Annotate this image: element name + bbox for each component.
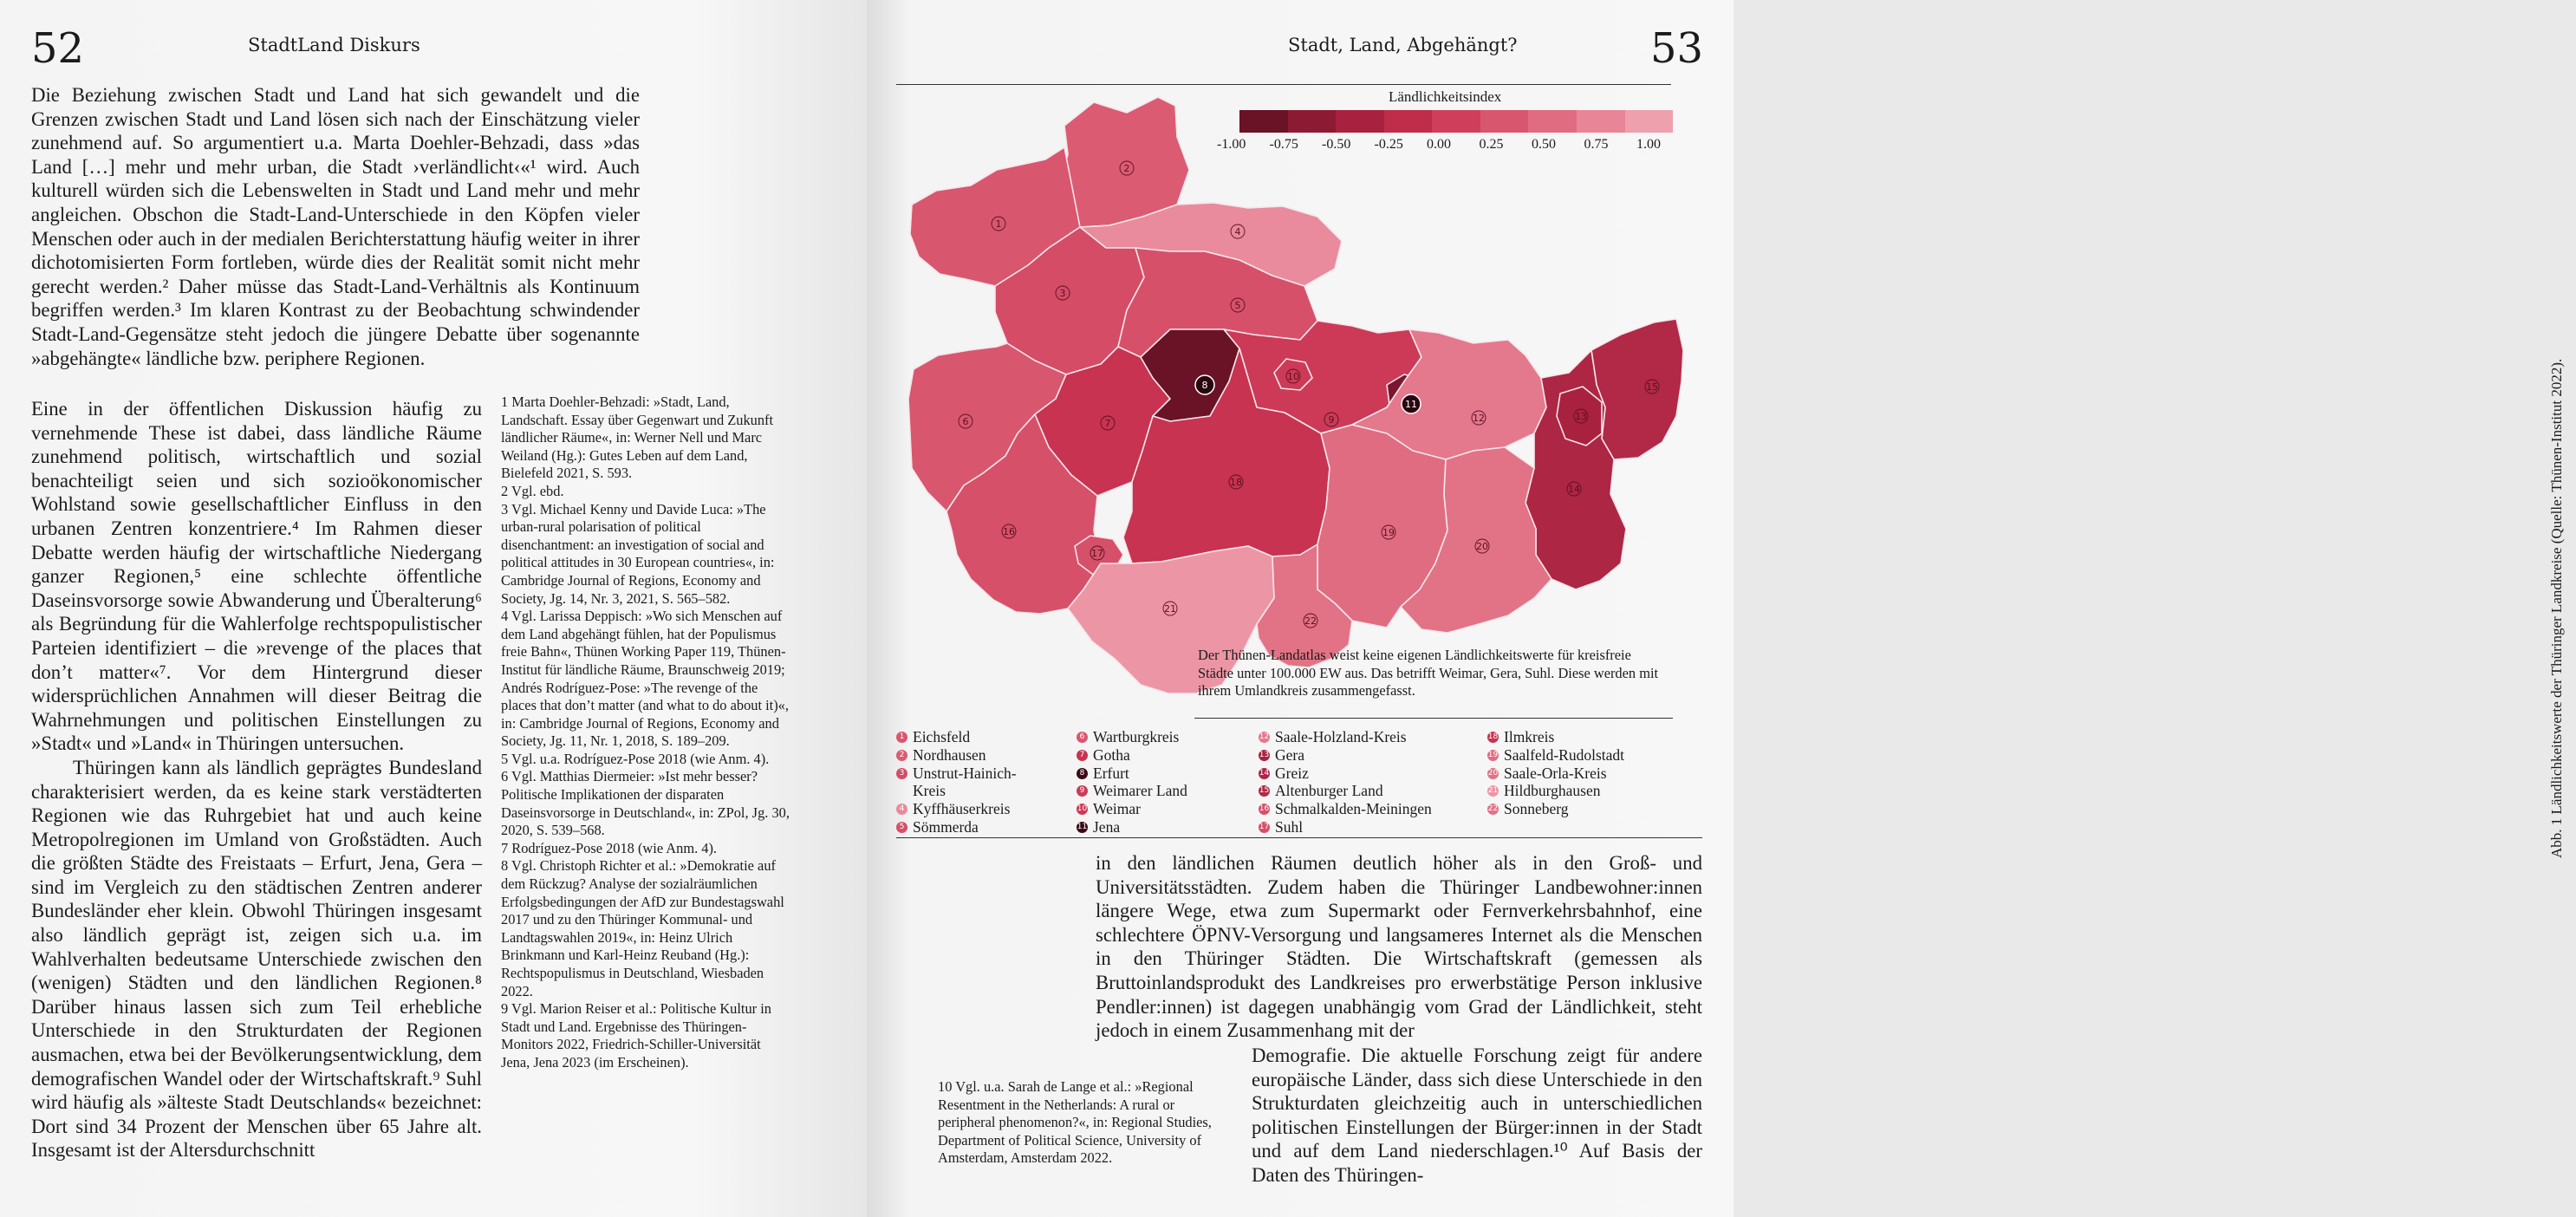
- key-dot-10: 10: [1077, 804, 1088, 814]
- key-dot-7: 7: [1077, 750, 1088, 761]
- region-marker-number-4: 4: [1234, 226, 1241, 238]
- scale-label-0: -1.00: [1217, 137, 1246, 152]
- running-head-left: StadtLand Diskurs: [248, 35, 420, 55]
- key-dot-4: 4: [896, 804, 907, 815]
- region-marker-number-19: 19: [1382, 527, 1395, 538]
- region-marker-number-20: 20: [1476, 541, 1488, 552]
- key-dot-9: 9: [1077, 785, 1088, 797]
- key-dot-6: 6: [1077, 732, 1088, 743]
- scale-label-4: 0.00: [1427, 137, 1451, 152]
- key-item-22: 22 Sonneberg: [1487, 800, 1569, 818]
- region-marker-8: [1195, 375, 1214, 394]
- footnote-10: 10 Vgl. u.a. Sarah de Lange et al.: »Regional Resentment in the Netherlands: A rural or peripheral phenomenon?«, in: Regional Studies, Department of Political Science, University of Amsterdam, Amsterdam 2022.: [938, 1078, 1212, 1167]
- region-marker-10: [1286, 369, 1300, 383]
- key-item-15: 15 Altenburger Land: [1259, 782, 1383, 800]
- region-15-altenburger-land: [1591, 319, 1683, 459]
- map-note-rule: [1194, 718, 1673, 719]
- key-item-9: 9 Weimarer Land: [1077, 782, 1250, 800]
- body-paragraph-1-cont: Eine in der öffentlichen Diskussion häufig zu vernehmende These ist dabei, dass ländliche Räume zunehmend politisch, wirtschaftlich und sozial benachteiligt seien und sich sozioökonomischer Wohlstand sowie gesellschaftlicher Einfluss in den urbanen Zentren konzentriere.⁴ Im Rahmen dieser Debatte werden häufig der wirtschaftliche Niedergang ganzer Regionen,⁵ eine schlechte öffentliche Daseinsvorsorge sowie Abwanderung und Überalterung⁶ als Begründung für die Wahlerfolge rechtspopulistischer Parteien identifiziert – die »revenge of the places that don’t matter«⁷. Vor dem Hintergrund dieser widersprüchlichen Annahmen will dieser Beitrag die Wahrnehmungen und politischen Einstellungen zu »Stadt« und »Land« in Thüringen untersuchen.: [31, 398, 482, 755]
- region-marker-19: [1382, 525, 1395, 539]
- region-marker-number-2: 2: [1123, 163, 1130, 174]
- region-marker-number-8: 8: [1201, 380, 1208, 391]
- body-paragraph-3-cont: Demografie. Die aktuelle Forschung zeigt für andere europäische Länder, dass sich diese Unterschiede in den Strukturdaten gleichzeitig auch in unterschiedlichen politischen Einstellungen der Bürger:innen in der Stadt und auf dem Land niederschlagen.¹⁰ Auf Basis der Daten des Thüringen-: [1252, 1045, 1702, 1186]
- region-marker-21: [1163, 602, 1177, 615]
- key-item-7: 7 Gotha: [1077, 746, 1250, 765]
- key-item-11: 11 Jena: [1077, 817, 1121, 836]
- scale-label-8: 1.00: [1636, 137, 1661, 152]
- key-item-17: 17 Suhl: [1259, 817, 1304, 836]
- key-dot-11: 11: [1077, 822, 1088, 831]
- key-dot-17: 17: [1259, 822, 1270, 831]
- page-number-left: 52: [31, 24, 85, 73]
- region-marker-17: [1090, 546, 1104, 560]
- key-item-1: 1 Eichsfeld: [896, 728, 1070, 746]
- region-marker-15: [1645, 380, 1659, 394]
- map-note: Der Thünen-Landatlas weist keine eigenen Ländlichkeitswerte für kreisfreie Städte unter 100.000 EW aus. Das betrifft Weimar, Gera, Suhl. Diese werden mit ihrem Umlandkreis zusammengefasst.: [1198, 647, 1659, 699]
- key-dot-8: 8: [1077, 768, 1088, 779]
- region-marker-20: [1475, 539, 1489, 553]
- footnote-7: 7 Rodríguez-Pose 2018 (wie Anm. 4).: [501, 839, 718, 856]
- key-item-5: 5 Sömmerda: [896, 818, 1070, 836]
- region-marker-number-11: 11: [1405, 399, 1417, 410]
- region-marker-18: [1229, 475, 1243, 489]
- key-column-2: [1077, 728, 1250, 836]
- legend-title: Ländlichkeitsindex: [1389, 88, 1502, 105]
- region-marker-14: [1567, 482, 1581, 496]
- region-marker-16: [1002, 524, 1016, 538]
- region-marker-number-12: 12: [1473, 413, 1485, 424]
- key-dot-12: 12: [1259, 732, 1270, 741]
- key-dot-14: 14: [1259, 768, 1270, 778]
- page-number-right: 53: [1650, 24, 1704, 73]
- region-marker-number-5: 5: [1234, 300, 1241, 311]
- region-marker-number-16: 16: [1003, 526, 1015, 537]
- body-text-column: [31, 397, 482, 1162]
- region-marker-number-14: 14: [1568, 484, 1580, 495]
- region-marker-number-13: 13: [1575, 411, 1587, 422]
- body-paragraph-1: Die Beziehung zwischen Stadt und Land hat sich gewandelt und die Grenzen zwischen Stadt und Land lösen sich nach der Einschätzung vieler zunehmend auf. So argumentiert u.a. Marta Doehler-Behzadi, dass »das Land […] mehr und mehr urban, die Stadt ›verländlicht‹«¹ wird. Auch kulturell würden sich die Lebenswelten in Stadt und Land mehr und mehr angleichen. Obschon die Stadt-Land-Unterschiede in den Köpfen vieler Menschen oder auch in der medialen Berichterstattung häufig weiter in ihrer dichotomisierten Form fortleben, würde dies der Realität somit nicht mehr gerecht werden.² Daher müsse das Stadt-Land-Verhältnis als Kontinuum begriffen werden.³ Im klaren Kontrast zu der Beobachtung schwindender Stadt-Land-Gegensätze steht jedoch die jüngere Debatte über sogenannte »abgehängte« ländliche bzw. periphere Regionen.: [31, 84, 640, 369]
- body-text-top: [31, 83, 640, 370]
- body-paragraph-3: in den ländlichen Räumen deutlich höher als in den Groß- und Universitätsstädten. Zudem haben die Thüringer Landbewohner:innen längere Wege, etwa zum Supermarkt oder Fernverkehrsbahnhof, eine schlechtere ÖPNV-Versorgung und langsameres Internet als die Menschen in den Thüringer Städten. Die Wirtschaftskraft (gemessen als Bruttoinlandsprodukt des Landkreises pro erwerbstätige Person inklusive Pendler:innen) ist dagegen unabhängig vom Grad der Ländlichkeit, steht jedoch in einem Zusammenhang mit der: [1096, 852, 1702, 1042]
- footnote-2: 2 Vgl. ebd.: [501, 482, 564, 499]
- region-marker-number-10: 10: [1287, 371, 1299, 382]
- region-marker-number-18: 18: [1230, 477, 1242, 488]
- scale-label-7: 0.75: [1584, 137, 1609, 152]
- key-dot-1: 1: [896, 732, 907, 743]
- region-marker-13: [1574, 409, 1588, 423]
- body-text-right-top: [1096, 851, 1702, 1043]
- right-page: Stadt, Land, Abgehängt? 53 Ländlichkeitsindex -1.00 -0.75 -0.50 -0.25 0.00 0.25 0.50 0.75 1.00 1 2 3 4 5 6 7 8 9 10 11 12 13 14 15 16 17 18 19 20 21 22 Der Thünen-Landatlas weist keine eigenen Ländlichkeitswerte für kreisfreie Städte unter 100.000 EW aus. Das betrifft Weimar, Gera, Suhl. Diese werden mit ihrem Umlandkreis zusammengefasst. 1 Eichsfeld 2 Nordhausen 3 Unstrut-Hainich- Kreis 4 Kyffhäuserkreis 5 Sömmerda 6 Wartburgkreis 7 Gotha 8 Erfurt 9 Weimarer Land 10 Weimar 11 Jena 12 Saale-Holzland-Kreis 13 Gera 14 Greiz 15 Altenburger Land 16 Schmalkalden-Meiningen 17 Suhl 18 Ilmkreis 19 Saalfeld-Rudolstadt 20 Saale-Orla-Kreis 21 Hildburghausen 22 Sonneberg Abb. 1 Ländlichkeitswerte der Thüringer Landkreise (Quelle: Thünen-Institut 2022). in den ländlichen Räumen deutlich höher als in den Groß- und Universitätsstädten. Zudem haben die Thüringer Landbewohner:innen längere Wege, etwa zum Supermarkt oder Fernverkehrsbahnhof, eine schlechtere ÖPNV-Versorgung und langsameres Internet als die Menschen in den Thüringer Städten. Die Wirtschaftskraft (gemessen als Bruttoinlandsprodukt des Landkreises pro erwerbstätige Person inklusive Pendler:innen) ist dagegen unabhängig vom Grad der Ländlichkeit, steht jedoch in einem Zusammenhang mit der Demografie. Die aktuelle Forschung zeigt für andere europäische Länder, dass sich diese Unterschiede in den Strukturdaten gleichzeitig auch in unterschiedlichen politischen Einstellungen der Bürger:innen in der Stadt und auf dem Land niederschlagen.¹⁰ Auf Basis der Daten des Thüringen- 10 Vgl. u.a. Sarah de Lange et al.: »Regional Resentment in the Netherlands: A rural or peripheral phenomenon?«, in: Regional Studies, Department of Political Science, University of Amsterdam, Amsterdam 2022.: [867, 0, 1734, 1217]
- key-item-21: 21 Hildburghausen: [1487, 782, 1601, 800]
- scale-label-3: -0.25: [1374, 137, 1403, 152]
- key-dot-22: 22: [1487, 804, 1499, 814]
- key-item-20: 20 Saale-Orla-Kreis: [1487, 764, 1607, 782]
- key-item-12: 12 Saale-Holzland-Kreis: [1259, 728, 1407, 745]
- scale-label-2: -0.50: [1322, 137, 1351, 152]
- key-item-14: 14 Greiz: [1259, 764, 1309, 782]
- footnote-8: 8 Vgl. Christoph Richter et al.: »Demokratie auf dem Rückzug? Analyse der sozialräumlichen Erfolgsbedingungen der AfD zur Bundestagswahl 2017 und zu den Thüringer Kommunal- und Landtagswahlen 2019«, in: Heinz Ulrich Brinkmann und Karl-Heinz Reuband (Hg.): Rechtspopulismus in Deutschland, Wiesbaden 2022.: [501, 857, 784, 999]
- footnote-1: 1 Marta Doehler-Behzadi: »Stadt, Land, Landschaft. Essay über Gegenwart und Zukunft ländlicher Räume«, in: Werner Nell und Marc Weiland (Hg.): Gutes Leben auf dem Land, Bielefeld 2021, S. 593.: [501, 394, 774, 482]
- key-item-6: 6 Wartburgkreis: [1077, 728, 1250, 746]
- figure-bottom-rule: [896, 837, 1702, 838]
- region-marker-12: [1472, 411, 1486, 425]
- key-dot-16: 16: [1259, 804, 1270, 814]
- scale-label-6: 0.50: [1532, 137, 1556, 152]
- footnote-4: 4 Vgl. Larissa Deppisch: »Wo sich Menschen auf dem Land abgehängt fühlen, hat der Populismus freie Bahn«, Thünen Working Paper 119, Thünen-Institut für ländliche Räume, Braunschweig 2019; Andrés Rodríguez-Pose: »The revenge of the places that don’t matter (and what to do about it)«, in: Cambridge Journal of Regions, Economy and Society, Jg. 11, Nr. 1, 2018, S. 189–209.: [501, 608, 789, 750]
- key-item-13: 13 Gera: [1259, 745, 1305, 764]
- footnote-3: 3 Vgl. Michael Kenny und Davide Luca: »The urban-rural polarisation of political disenchantment: an investigation of social and political attitudes in 30 European countries«, in: Cambridge Journal of Regions, Economy and Society, Jg. 14, Nr. 3, 2021, S. 565–582.: [501, 500, 775, 607]
- key-item-4: 4 Kyffhäuserkreis: [896, 800, 1070, 818]
- scale-label-1: -0.75: [1269, 137, 1298, 152]
- region-marker-number-1: 1: [995, 218, 1002, 230]
- key-dot-5: 5: [896, 822, 907, 833]
- key-item-18: 18 Ilmkreis: [1487, 728, 1555, 745]
- body-paragraph-2: Thüringen kann als ländlich geprägtes Bundesland charakterisiert werden, da es keine stark verstädterten Regionen wie das Ruhrgebiet hat und auch keine Metropolregionen im Umland von Großstädten. Auch die größten Städte des Freistaats – Erfurt, Jena, Gera – sind im Vergleich zu den städtischen Zentren anderer Bundesländer eher klein. Obwohl Thüringen insgesamt also ländlich geprägt ist, zeigen sich u.a. im Wahlverhalten bedeutsame Unterschiede zwischen den (wenigen) Städten und den ländlichen Regionen.⁸ Darüber hinaus lassen sich zum Teil erhebliche Unterschiede in den Strukturdaten der Regionen ausmachen, etwa bei der Bevölkerungsentwicklung, dem demografischen Wandel oder der Wirtschaftskraft.⁹ Suhl wird häufig als »älteste Stadt Deutschlands« bezeichnet: Dort sind 34 Prozent der Menschen über 65 Jahre alt. Insgesamt ist der Altersdurchschnitt: [31, 756, 482, 1162]
- region-marker-number-3: 3: [1059, 288, 1066, 299]
- footnote-5: 5 Vgl. u.a. Rodríguez-Pose 2018 (wie Anm. 4).: [501, 750, 770, 767]
- left-page: [0, 0, 867, 1217]
- region-marker-number-7: 7: [1104, 418, 1111, 429]
- key-item-19: 19 Saalfeld-Rudolstadt: [1487, 745, 1625, 764]
- region-marker-number-22: 22: [1304, 615, 1317, 627]
- region-marker-number-15: 15: [1646, 381, 1658, 393]
- key-item-10: 10 Weimar: [1077, 800, 1141, 818]
- region-marker-11: [1402, 394, 1421, 413]
- key-column-4: [1487, 728, 1678, 818]
- key-item-3: 3 Unstrut-Hainich- Kreis: [896, 765, 1070, 801]
- key-dot-19: 19: [1487, 750, 1499, 759]
- key-dot-2: 2: [896, 750, 907, 761]
- footnote-9: 9 Vgl. Marion Reiser et al.: Politische Kultur in Stadt und Land. Ergebnisse des Thüringen-Monitors 2022, Friedrich-Schiller-Universität Jena, Jena 2023 (im Erscheinen).: [501, 1000, 771, 1071]
- key-dot-3: 3: [896, 768, 907, 779]
- region-marker-number-6: 6: [962, 416, 969, 427]
- key-dot-20: 20: [1487, 768, 1499, 778]
- key-column-3: [1259, 728, 1467, 836]
- key-item-8: 8 Erfurt: [1077, 765, 1250, 783]
- footnotes-left: [501, 394, 792, 1072]
- key-dot-15: 15: [1259, 786, 1270, 796]
- region-marker-22: [1304, 614, 1317, 628]
- key-dot-13: 13: [1259, 750, 1270, 759]
- footnote-6: 6 Vgl. Matthias Diermeier: »Ist mehr besser? Politische Implikationen der disparaten Daseinsvorsorge in Deutschland«, in: ZPol, Jg. 30, 2020, S. 539–568.: [501, 768, 790, 839]
- region-marker-number-17: 17: [1091, 548, 1103, 559]
- key-column-1: [896, 728, 1070, 836]
- key-dot-21: 21: [1487, 786, 1499, 796]
- region-marker-number-9: 9: [1328, 414, 1335, 426]
- key-item-2: 2 Nordhausen: [896, 746, 1070, 765]
- scale-label-5: 0.25: [1479, 137, 1504, 152]
- key-item-16: 16 Schmalkalden-Meiningen: [1259, 800, 1432, 818]
- body-text-right-col: [1252, 1044, 1702, 1188]
- running-head-right: Stadt, Land, Abgehängt?: [1288, 35, 1518, 55]
- key-dot-18: 18: [1487, 732, 1499, 741]
- region-marker-number-21: 21: [1164, 603, 1176, 615]
